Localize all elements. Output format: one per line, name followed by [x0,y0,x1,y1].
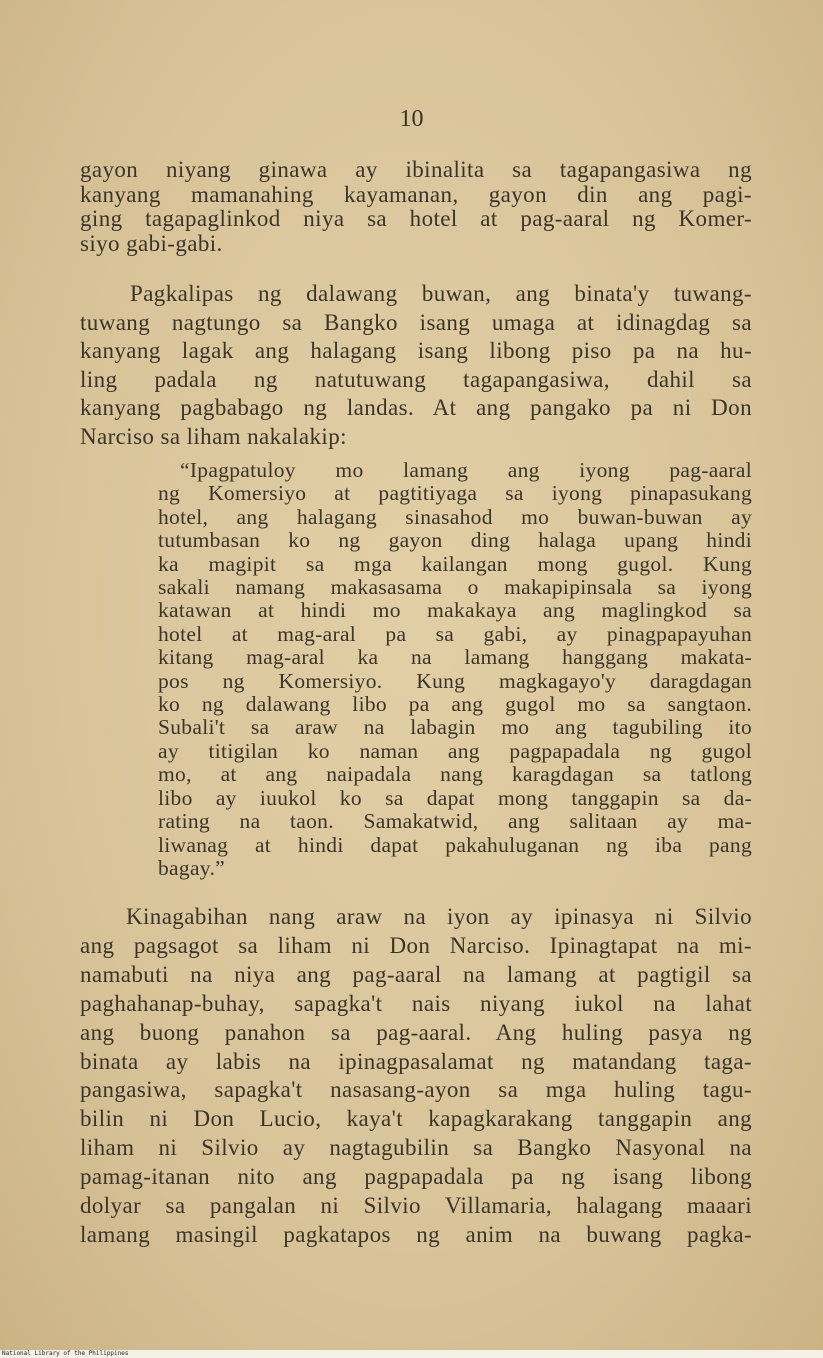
page-number: 10 [399,106,424,132]
paragraph-2 [80,280,752,451]
text-line: binata ay labis na ipinagpasalamat ng matandang taga- [80,1048,752,1074]
text-line: bagay.” [158,855,225,880]
text-line: kanyang pagbabago ng landas. At ang pangako pa ni Don [80,395,752,420]
text-line: Subali't sa araw na labagin mo ang tagubiling ito [158,715,752,740]
text-line: kitang mag-aral ka na lamang hanggang makata- [158,645,752,670]
text-line: “Ipagpatuloy mo lamang ang iyong pag-aaral [180,458,752,482]
text-line: paghahanap-buhay, sapagka't nais niyang iukol na lahat [80,990,752,1016]
paragraph-4 [80,903,752,1250]
text-line: tutumbasan ko ng gayon ding halaga upang hindi [158,528,752,553]
quoted-letter [158,459,752,880]
text-line: hotel, ang halagang sinasahod mo buwan-buwan ay [158,504,752,529]
text-line: libo ay iuukol ko sa dapat mong tanggapin sa da- [158,785,752,810]
text-line: ko ng dalawang libo pa ang gugol mo sa sangtaon. [158,692,752,717]
text-line: ka magipit sa mga kailangan mong gugol. Kung [158,551,752,576]
text-line: pangasiwa, sapagka't nasasang-ayon sa mga huling tagu- [80,1077,752,1103]
text-line: kanyang mamanahing kayamanan, gayon din ang pagi- [80,181,752,207]
text-line: Pagkalipas ng dalawang buwan, ang binata'y tuwang- [130,281,752,306]
text-line: liwanag at hindi dapat pakahuluganan ng iba pang [158,832,752,857]
text-line: kanyang lagak ang halagang isang libong piso pa na hu- [80,338,752,363]
text-line: tuwang nagtungo sa Bangko isang umaga at idinagdag sa [80,309,752,335]
text-line: Kinagabihan nang araw na iyon ay ipinasya ni Silvio [126,904,752,929]
text-line: bilin ni Don Lucio, kaya't kapagkarakang tanggapin ang [80,1106,752,1132]
text-line: ang pagsagot sa liham ni Don Narciso. Ipinagtapat na mi- [80,932,752,958]
text-line: sakali namang makasasama o makapipinsala sa iyong [158,575,752,600]
text-line: pos ng Komersiyo. Kung magkagayo'y daragdagan [158,668,752,693]
text-line: dolyar sa pangalan ni Silvio Villamaria, halagang maaari [80,1193,752,1219]
library-credit: National Library of the Philippines [2,1350,129,1357]
text-line: ng Komersiyo at pagtitiyaga sa iyong pinapasukang [158,481,752,506]
text-line: ay titigilan ko naman ang pagpapadala ng gugol [158,738,752,763]
text-line: ang buong panahon sa pag-aaral. Ang huling pasya ng [80,1019,752,1045]
text-line: katawan at hindi mo makakaya ang maglingkod sa [158,598,752,623]
text-line: hotel at mag-aral pa sa gabi, ay pinagpapayuhan [158,621,752,646]
paragraph-1 [80,158,752,256]
text-line: gayon niyang ginawa ay ibinalita sa tagapangasiwa ng [80,157,752,182]
text-line: Narciso sa liham nakalakip: [80,423,347,449]
text-line: liham ni Silvio ay nagtagubilin sa Bangko Nasyonal na [80,1135,752,1161]
text-line: mo, at ang naipadala nang karagdagan sa tatlong [158,762,752,787]
text-line: ging tagapaglinkod niya sa hotel at pag-aaral ng Komer- [80,206,752,231]
text-line: pamag-itanan nito ang pagpapadala pa ng isang libong [80,1164,752,1190]
text-line: siyo gabi-gabi. [80,230,223,256]
text-line: ling padala ng natutuwang tagapangasiwa, dahil sa [80,366,752,392]
text-line: rating na taon. Samakatwid, ang salitaan ay ma- [158,809,752,834]
text-line: lamang masingil pagkatapos ng anim na buwang pagka- [80,1221,752,1247]
text-line: namabuti na niya ang pag-aaral na lamang at pagtigil sa [80,961,752,987]
